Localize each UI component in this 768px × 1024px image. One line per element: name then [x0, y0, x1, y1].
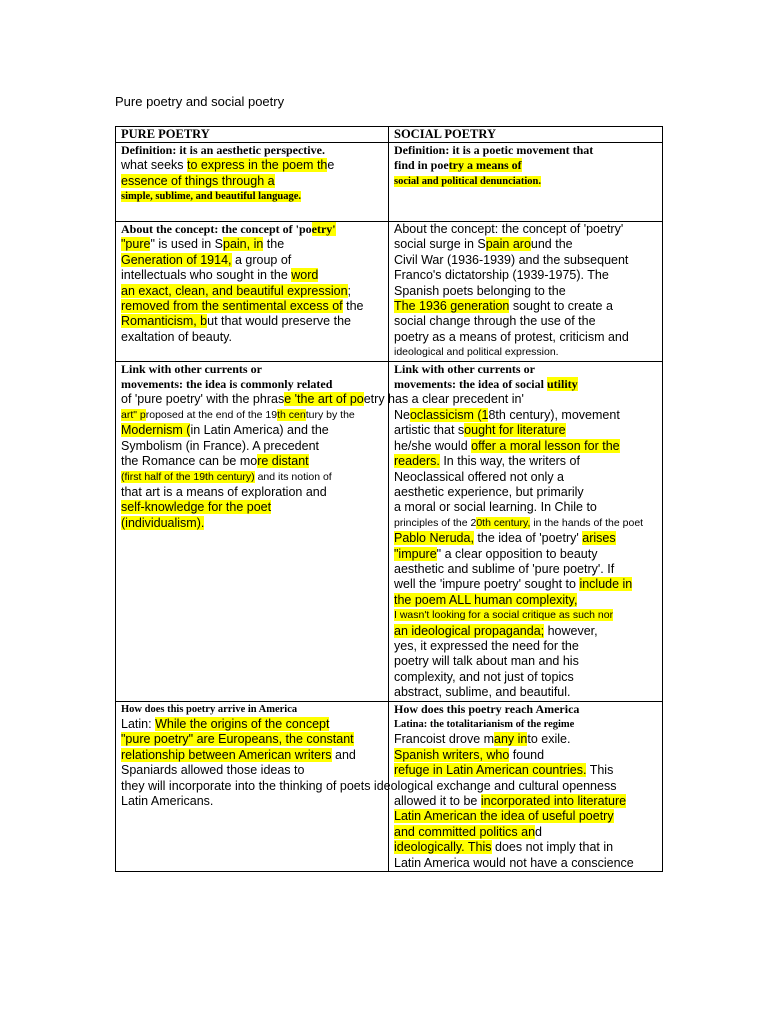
text-segment: Neoclassical offered not only a: [394, 469, 565, 484]
text-segment: aesthetic and sublime of 'pure poetry'. If: [394, 561, 615, 576]
text-segment: Definition: it is a poetic movement that: [394, 143, 594, 157]
text-line: [394, 158, 657, 173]
text-line: [394, 608, 657, 623]
text-line: [394, 639, 657, 654]
text-line: [394, 268, 657, 283]
cell-social-link: [389, 361, 663, 701]
text-segment: " a clear opposition to beauty: [436, 546, 598, 561]
text-segment: Definition: it is an aesthetic perspective.: [121, 143, 325, 157]
text-segment: Link with other currents or: [121, 361, 262, 376]
row-link-with-currents: [116, 361, 663, 701]
text-segment: This: [586, 763, 614, 778]
text-segment: social change through the use of the: [394, 314, 596, 329]
text-line: [394, 702, 657, 717]
text-line: [394, 284, 657, 299]
text-line: [394, 439, 657, 454]
text-segment: that art is a means of exploration and: [121, 484, 327, 499]
text-segment: the: [342, 299, 364, 314]
text-segment: e: [327, 158, 335, 173]
highlighted-text: simple, sublime, and beautiful language.: [121, 191, 301, 203]
text-line: [394, 454, 657, 469]
text-line: [121, 299, 383, 314]
row-arrival-in-america: [116, 701, 663, 871]
highlighted-text: (individualism).: [121, 515, 205, 530]
text-line: [394, 299, 657, 314]
text-line: [394, 500, 657, 515]
text-line: [394, 547, 657, 562]
text-segment: in Latin America) and the: [190, 423, 329, 438]
cell-pure-definition: [116, 143, 389, 222]
highlighted-text: re distant: [257, 454, 309, 469]
row-definition: [116, 143, 663, 222]
text-line: [394, 562, 657, 577]
text-segment: they will incorporate into the thinking of poets id: [121, 778, 384, 793]
highlighted-text: The 1936 generation: [394, 299, 510, 314]
highlighted-text: pain, in: [223, 237, 264, 252]
text-line: [394, 470, 657, 485]
text-line: [394, 362, 657, 377]
text-segment: artistic that s: [394, 423, 465, 438]
highlighted-text: an exact, clean, and beautiful expression: [121, 283, 348, 298]
highlighted-text: removed from the sentimental excess of: [121, 299, 343, 314]
text-segment: d: [535, 824, 542, 839]
text-line: [121, 439, 383, 454]
text-segment: etry has a clear precedent in': [363, 392, 524, 407]
text-line: [394, 840, 657, 855]
text-line: [121, 189, 383, 204]
column-header-social-poetry: SOCIAL POETRY: [389, 127, 663, 143]
text-line: [121, 702, 383, 717]
text-line: [121, 158, 383, 173]
text-line: [121, 794, 383, 809]
text-line: [121, 174, 383, 189]
highlighted-text: utility: [546, 377, 578, 392]
highlighted-text: etry': [311, 222, 336, 236]
text-line: [394, 654, 657, 669]
cell-pure-concept: [116, 222, 389, 362]
highlighted-text: oclassicism (1: [409, 407, 489, 422]
text-line: [121, 222, 383, 237]
text-segment: ut that would preserve the: [207, 314, 351, 329]
highlighted-text: the poem ALL human complexity,: [394, 592, 578, 607]
text-line: [394, 143, 657, 158]
highlighted-text: readers.: [394, 454, 440, 469]
text-line: [121, 717, 383, 732]
highlighted-text: to express in the poem th: [187, 158, 328, 173]
text-segment: does not imply that in: [491, 840, 614, 855]
text-line: [121, 500, 383, 515]
text-line: [394, 237, 657, 252]
text-line: [121, 485, 383, 500]
highlighted-text: any in: [494, 732, 528, 747]
text-segment: roposed at the end of the 19: [145, 408, 278, 421]
highlighted-text: Spanish writers, who: [394, 747, 510, 762]
text-segment: About the concept: the concept of 'po: [121, 222, 312, 236]
text-segment: und the: [530, 237, 573, 252]
highlighted-text: pain aro: [485, 237, 531, 252]
text-segment: 8th century), movement: [488, 407, 620, 422]
text-segment: How does this poetry arrive in America: [121, 703, 298, 715]
text-segment: Franco's dictatorship (1939-1975). The: [394, 268, 609, 283]
text-segment: About the concept: the concept of 'poetry': [394, 222, 624, 236]
highlighted-text: "pure: [121, 237, 151, 252]
highlighted-text: ought for literature: [464, 423, 566, 438]
highlighted-text: (first half of the 19th century): [121, 470, 255, 483]
highlighted-text: Latin American the idea of useful poetry: [394, 809, 614, 824]
text-segment: in the hands of the poet: [530, 516, 644, 529]
text-segment: poetry will talk about man and his: [394, 654, 579, 669]
highlighted-text: e 'the art of po: [284, 392, 364, 407]
highlighted-text: include in: [579, 577, 633, 592]
text-segment: allowed it to be: [394, 794, 481, 809]
text-line: [121, 516, 383, 531]
text-line: [394, 685, 657, 700]
text-segment: aesthetic experience, but primarily: [394, 484, 584, 499]
text-segment: Latin America would not have a conscience: [394, 855, 634, 870]
text-line: [394, 717, 657, 732]
text-segment: Latina: the totalitarianism of the regime: [394, 719, 575, 730]
highlighted-text: word: [291, 268, 319, 283]
text-segment: found: [509, 747, 545, 762]
text-line: [394, 222, 657, 237]
comparison-table: [115, 126, 663, 872]
text-segment: the Romance can be mo: [121, 454, 258, 469]
highlighted-text: "pure poetry" are Europeans, the constant: [121, 732, 354, 747]
text-line: [121, 237, 383, 252]
text-segment: Spaniards allowed those ideas to: [121, 763, 305, 778]
text-segment: intellectuals who sought in the: [121, 268, 292, 283]
text-segment: movements: the idea of social: [394, 377, 547, 392]
highlighted-text: th cen: [277, 408, 306, 421]
text-line: [394, 825, 657, 840]
highlighted-text: an ideological propaganda;: [394, 623, 545, 638]
text-segment: Ne: [394, 407, 410, 422]
text-line: [121, 732, 383, 747]
text-line: [121, 268, 383, 283]
highlighted-text: essence of things through a: [121, 173, 275, 188]
text-segment: " is used in S: [150, 237, 223, 252]
highlighted-text: incorporated into literature: [480, 794, 627, 809]
text-segment: ;: [347, 283, 352, 298]
text-segment: to exile.: [527, 732, 571, 747]
text-line: [394, 408, 657, 423]
text-line: [394, 423, 657, 438]
text-line: [394, 794, 657, 809]
text-segment: movements: the idea is commonly related: [121, 377, 333, 392]
cell-social-definition: [389, 143, 663, 222]
highlighted-text: 0th century,: [476, 516, 531, 529]
text-line: [121, 763, 383, 778]
text-segment: complexity, and not just of topics: [394, 669, 574, 684]
text-line: [121, 362, 383, 377]
text-segment: principles of the 2: [394, 516, 477, 529]
text-line: [394, 345, 657, 360]
text-line: [121, 284, 383, 299]
text-line: [121, 454, 383, 469]
text-line: [394, 856, 657, 871]
text-segment: exaltation of beauty.: [121, 329, 232, 344]
text-line: [394, 174, 657, 189]
header-row: [116, 127, 663, 143]
highlighted-text: refuge in Latin American countries.: [394, 763, 587, 778]
text-line: [394, 531, 657, 546]
cell-social-concept: [389, 222, 663, 362]
text-line: [394, 377, 657, 392]
text-line: [121, 377, 383, 392]
highlighted-text: self-knowledge for the poet: [121, 500, 272, 515]
text-segment: and: [331, 747, 356, 762]
text-line: [394, 516, 657, 531]
highlighted-text: I wasn't looking for a social critique as such nor: [394, 609, 614, 622]
text-line: [394, 330, 657, 345]
highlighted-text: offer a moral lesson for the: [471, 438, 620, 453]
text-segment: of 'pure poetry' with the phras: [121, 392, 285, 407]
text-segment: and its notion of: [254, 470, 332, 483]
text-line: [394, 763, 657, 778]
text-line: [121, 392, 524, 407]
highlighted-text: arises: [582, 531, 616, 546]
text-line: [121, 748, 383, 763]
text-segment: find in poe: [394, 158, 449, 173]
highlighted-text: social and political denunciation.: [394, 175, 542, 187]
text-line: [394, 314, 657, 329]
text-segment: eological exchange and cultural openness: [383, 778, 617, 793]
text-line: [121, 423, 383, 438]
text-segment: Spanish poets belonging to the: [394, 283, 566, 298]
highlighted-text: While the origins of the concept: [155, 717, 330, 731]
text-segment: Latin:: [121, 717, 156, 731]
text-segment: tury by the: [305, 408, 355, 421]
text-line: [121, 143, 383, 158]
text-segment: Link with other currents or: [394, 361, 535, 376]
text-line: [394, 577, 657, 592]
text-segment: poetry as a means of protest, criticism and: [394, 329, 629, 344]
text-segment: he/she would: [394, 438, 472, 453]
text-segment: In this way, the writers of: [439, 454, 580, 469]
text-segment: yes, it expressed the need for the: [394, 638, 579, 653]
text-segment: a moral or social learning. In Chile to: [394, 500, 597, 515]
text-line: [121, 470, 383, 485]
text-segment: the: [263, 237, 285, 252]
highlighted-text: Generation of 1914,: [121, 252, 232, 267]
row-concept: [116, 222, 663, 362]
text-segment: Latin Americans.: [121, 794, 214, 809]
text-segment: the idea of 'poetry': [473, 531, 583, 546]
text-line: [121, 330, 383, 345]
highlighted-text: and committed politics an: [394, 824, 536, 839]
text-line: [394, 748, 657, 763]
document-title: Pure poetry and social poetry: [115, 94, 285, 109]
text-line: [394, 253, 657, 268]
text-segment: ideological and political expression.: [394, 346, 559, 359]
text-segment: abstract, sublime, and beautiful.: [394, 685, 571, 700]
highlighted-text: art" p: [121, 408, 146, 421]
text-segment: well the 'impure poetry' sought to: [394, 577, 580, 592]
text-segment: How does this poetry reach America: [394, 701, 580, 716]
text-line: [394, 593, 657, 608]
text-segment: Civil War (1936-1939) and the subsequent: [394, 252, 629, 267]
column-header-pure-poetry: PURE POETRY: [116, 127, 389, 143]
text-line: [394, 670, 657, 685]
text-line: [121, 253, 383, 268]
highlighted-text: ideologically. This: [394, 840, 492, 855]
text-line: [121, 314, 383, 329]
highlighted-text: "impure: [394, 546, 437, 561]
text-line: [394, 485, 657, 500]
text-segment: a group of: [231, 252, 292, 267]
highlighted-text: try a means of: [448, 158, 522, 173]
highlighted-text: Modernism (: [121, 423, 191, 438]
text-line: [121, 778, 617, 794]
text-line: [394, 624, 657, 639]
text-segment: what seeks: [121, 158, 188, 173]
highlighted-text: Romanticism, b: [121, 314, 208, 329]
text-segment: however,: [544, 623, 598, 638]
highlighted-text: relationship between American writers: [121, 747, 332, 762]
text-segment: Symbolism (in France). A precedent: [121, 438, 319, 453]
text-segment: Francoist drove m: [394, 732, 495, 747]
text-segment: social surge in S: [394, 237, 486, 252]
text-segment: sought to create a: [509, 299, 613, 314]
text-line: [121, 408, 383, 423]
text-line: [394, 809, 657, 824]
text-line: [394, 732, 657, 747]
highlighted-text: Pablo Neruda,: [394, 531, 474, 546]
